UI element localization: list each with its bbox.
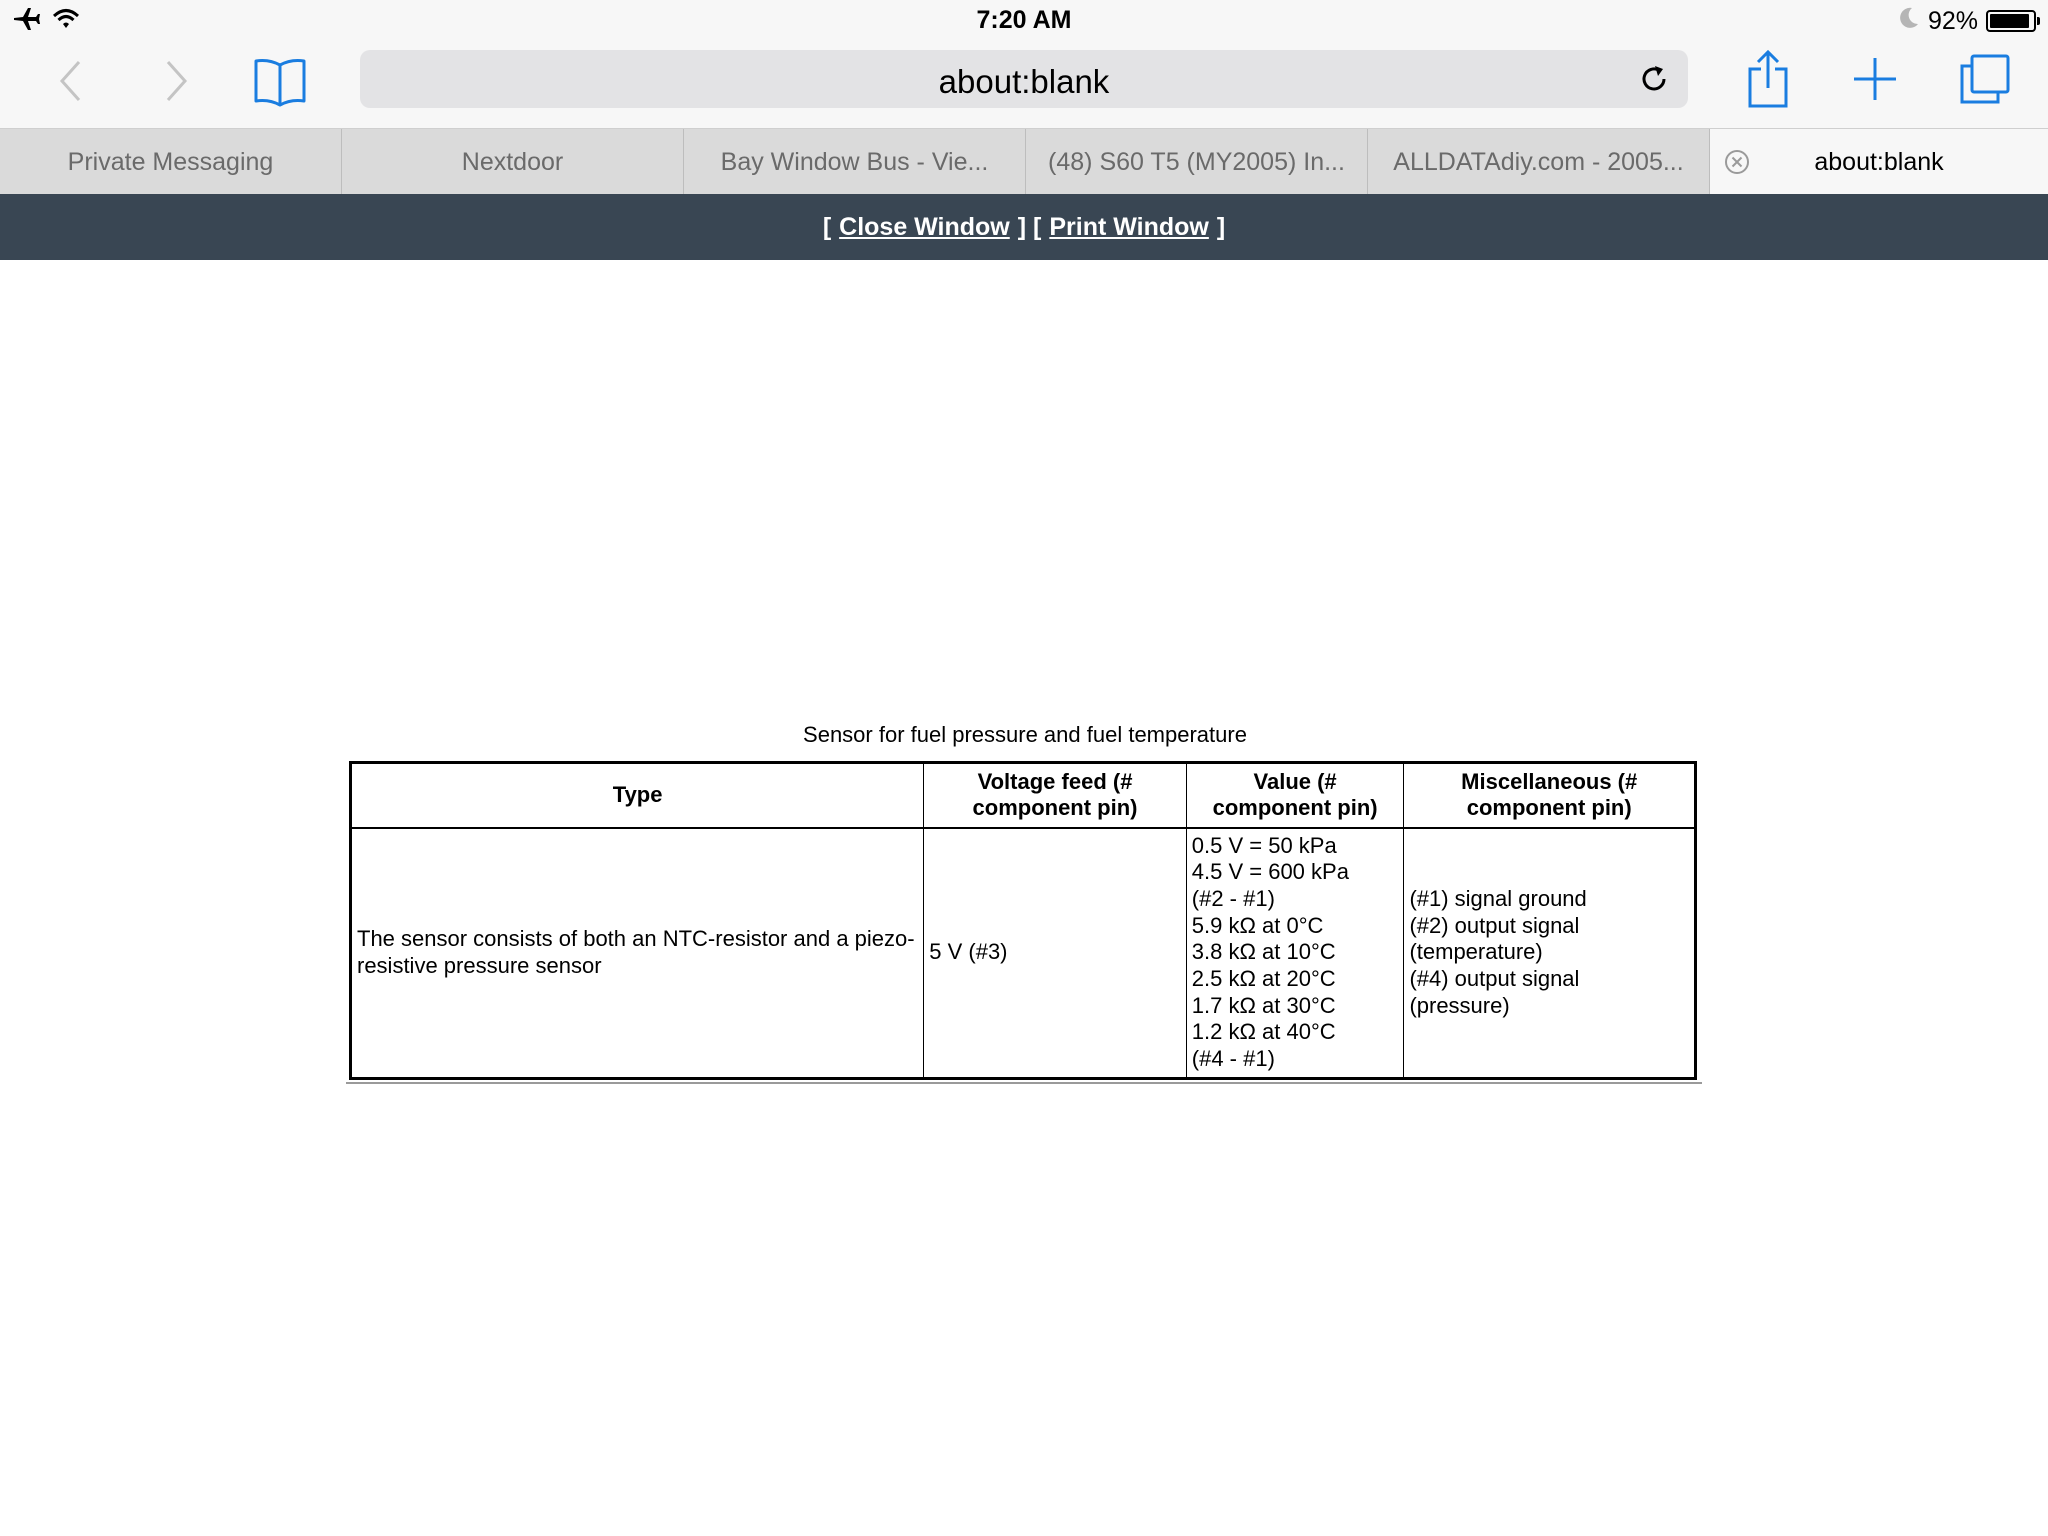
new-tab-icon[interactable] [1852,54,1898,104]
tabs-icon[interactable] [1958,52,2012,106]
bracket-mid: ] [ [1017,212,1042,241]
bookmarks-icon[interactable] [252,54,308,110]
url-text: about:blank [938,63,1110,100]
battery-percent: 92% [1927,6,1978,35]
address-bar[interactable] [360,50,1688,108]
close-tab-icon[interactable] [1724,149,1750,175]
value-line: (#2 - #1) [1191,885,1275,911]
cell-value [1186,828,1404,1079]
value-line: (#4 - #1) [1191,1046,1275,1072]
tab-bay-window-bus[interactable]: Bay Window Bus - Vie... [684,129,1026,195]
tab-alldatadiy[interactable]: ALLDATAdiy.com - 2005... [1368,129,1710,195]
window-controls-bar [0,194,2048,260]
misc-line: (#4) output signal [1409,966,1580,992]
value-line: 2.5 kΩ at 20°C [1191,966,1336,992]
battery-fill [1990,14,2029,28]
value-line: 0.5 V = 50 kPa [1191,832,1337,858]
misc-line: (temperature) [1409,939,1543,965]
tab-strip [0,128,2048,194]
reload-icon[interactable] [1638,63,1670,95]
header-value: Value (# component pin) [1186,763,1404,828]
share-icon[interactable] [1745,48,1791,110]
value-line: 5.9 kΩ at 0°C [1191,912,1324,938]
tab-label: about:blank [1814,147,1944,176]
tab-about-blank[interactable] [1710,129,2048,195]
value-line: 4.5 V = 600 kPa [1191,859,1349,885]
value-line: 3.8 kΩ at 10°C [1191,939,1336,965]
value-line: 1.2 kΩ at 40°C [1191,1019,1336,1045]
header-voltage-feed: Voltage feed (# component pin) [924,763,1187,828]
table-underline [346,1082,1702,1084]
tab-private-messaging[interactable]: Private Messaging [0,129,342,195]
print-window-link[interactable]: Print Window [1049,212,1209,241]
tab-nextdoor[interactable]: Nextdoor [342,129,684,195]
status-bar [0,0,2048,42]
value-line: 1.7 kΩ at 30°C [1191,992,1336,1018]
table-row [351,828,1696,1079]
forward-icon[interactable] [157,56,197,106]
tab-s60-t5[interactable]: (48) S60 T5 (MY2005) In... [1026,129,1368,195]
status-right [1898,5,2036,37]
cell-voltage-feed: 5 V (#3) [924,828,1187,1079]
header-miscellaneous: Miscellaneous (# component pin) [1404,763,1696,828]
moon-icon [1898,6,1920,37]
table-header-row [351,763,1696,828]
bracket-close: ] [1216,212,1226,241]
clock: 7:20 AM [976,6,1072,34]
battery-icon [1986,10,2036,32]
close-window-link[interactable]: Close Window [839,212,1010,241]
browser-toolbar [0,42,2048,128]
cell-type: The sensor consists of both an NTC-resistor and a piezo-resistive pressure sensor [351,828,924,1079]
header-type: Type [351,763,924,828]
misc-line: (#1) signal ground [1409,885,1587,911]
bracket-open: [ [822,212,832,241]
cell-miscellaneous [1404,828,1696,1079]
back-icon[interactable] [50,56,90,106]
table-caption: Sensor for fuel pressure and fuel temperature [803,722,1247,747]
misc-line: (#2) output signal [1409,912,1580,938]
misc-line: (pressure) [1409,992,1510,1018]
sensor-spec-table [349,761,1697,1080]
